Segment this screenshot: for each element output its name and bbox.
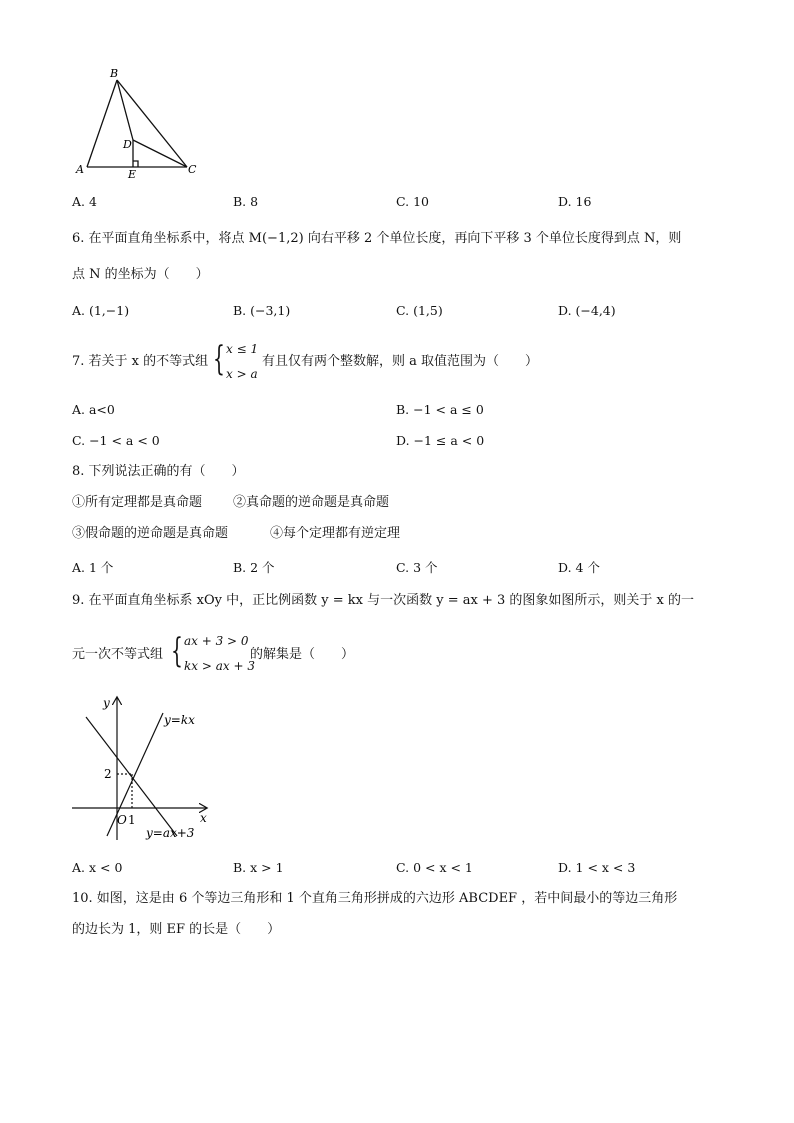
q7-text-prefix: 7. 若关于 x 的不等式组 bbox=[72, 354, 209, 369]
q8-option-a[interactable]: A. 1 个 bbox=[72, 560, 114, 575]
q6-text-line2: 点 N 的坐标为（ ） bbox=[72, 267, 209, 282]
q6-option-b[interactable]: B. (−3,1) bbox=[233, 303, 291, 318]
tick-y-2: 2 bbox=[104, 767, 112, 781]
q7-option-a[interactable]: A. a<0 bbox=[72, 402, 115, 417]
q10-text-line1: 10. 如图，这是由 6 个等边三角形和 1 个直角三角形拼成的六边形 ABCDEF ，若中间最小的等边三角形 bbox=[72, 891, 678, 906]
q6-text-line1: 6. 在平面直角坐标系中，将点 M(−1,2) 向右平移 2 个单位长度，再向下平移 3 个单位长度得到点 N，则 bbox=[72, 231, 682, 246]
q8-option-b[interactable]: B. 2 个 bbox=[233, 560, 275, 575]
q7-option-d[interactable]: D. −1 ≤ a < 0 bbox=[396, 433, 485, 448]
q6-option-c[interactable]: C. (1,5) bbox=[396, 303, 443, 318]
q9-text-prefix: 元一次不等式组 bbox=[72, 647, 164, 662]
q7-brace: { bbox=[213, 339, 225, 379]
label-c: C bbox=[188, 163, 197, 176]
q9-text-line1: 9. 在平面直角坐标系 xOy 中，正比例函数 y = kx 与一次函数 y = ax + 3 的图象如图所示，则关于 x 的一 bbox=[72, 593, 694, 608]
y-axis-label: y bbox=[103, 696, 110, 710]
label-b: B bbox=[110, 67, 119, 80]
line-label-kx: y=kx bbox=[164, 713, 195, 727]
q9-option-b[interactable]: B. x > 1 bbox=[233, 860, 284, 875]
q5-option-c[interactable]: C. 10 bbox=[396, 194, 429, 209]
q9-brace: { bbox=[171, 631, 183, 671]
tick-x-1: 1 bbox=[128, 813, 136, 827]
q8-statement-2: ②真命题的逆命题是真命题 bbox=[233, 495, 390, 510]
q7-system-line1: x ≤ 1 bbox=[226, 342, 259, 356]
q6-option-d[interactable]: D. (−4,4) bbox=[558, 303, 616, 318]
q9-option-d[interactable]: D. 1 < x < 3 bbox=[558, 860, 636, 875]
q5-option-a[interactable]: A. 4 bbox=[72, 194, 97, 209]
q8-title: 8. 下列说法正确的有（ ） bbox=[72, 464, 245, 479]
q8-statement-4: ④每个定理都有逆定理 bbox=[270, 526, 401, 541]
x-axis-label: x bbox=[200, 811, 207, 825]
q7-text-suffix: 有且仅有两个整数解，则 a 取值范围为（ ） bbox=[262, 354, 539, 369]
q8-statement-1: ①所有定理都是真命题 bbox=[72, 495, 203, 510]
q7-option-c[interactable]: C. −1 < a < 0 bbox=[72, 433, 160, 448]
q9-system-line1: ax + 3 > 0 bbox=[184, 634, 249, 648]
q8-option-d[interactable]: D. 4 个 bbox=[558, 560, 600, 575]
label-e: E bbox=[128, 168, 137, 181]
q10-text-line2: 的边长为 1，则 EF 的长是（ ） bbox=[72, 922, 281, 937]
q7-option-b[interactable]: B. −1 < a ≤ 0 bbox=[396, 402, 484, 417]
q5-option-d[interactable]: D. 16 bbox=[558, 194, 592, 209]
q5-option-b[interactable]: B. 8 bbox=[233, 194, 259, 209]
q8-option-c[interactable]: C. 3 个 bbox=[396, 560, 438, 575]
q8-statement-3: ③假命题的逆命题是真命题 bbox=[72, 526, 229, 541]
q9-option-c[interactable]: C. 0 < x < 1 bbox=[396, 860, 473, 875]
label-d: D bbox=[123, 138, 132, 151]
q9-text-suffix: 的解集是（ ） bbox=[250, 647, 355, 662]
q9-option-a[interactable]: A. x < 0 bbox=[72, 860, 123, 875]
origin-label: O bbox=[117, 813, 127, 827]
triangle-figure-q5 bbox=[70, 60, 210, 185]
q7-system-line2: x > a bbox=[226, 367, 258, 381]
q6-option-a[interactable]: A. (1,−1) bbox=[72, 303, 130, 318]
line-label-ax3: y=ax+3 bbox=[146, 826, 195, 840]
graph-figure-q9 bbox=[66, 688, 216, 843]
label-a: A bbox=[76, 163, 84, 176]
q9-system-line2: kx > ax + 3 bbox=[184, 659, 255, 673]
